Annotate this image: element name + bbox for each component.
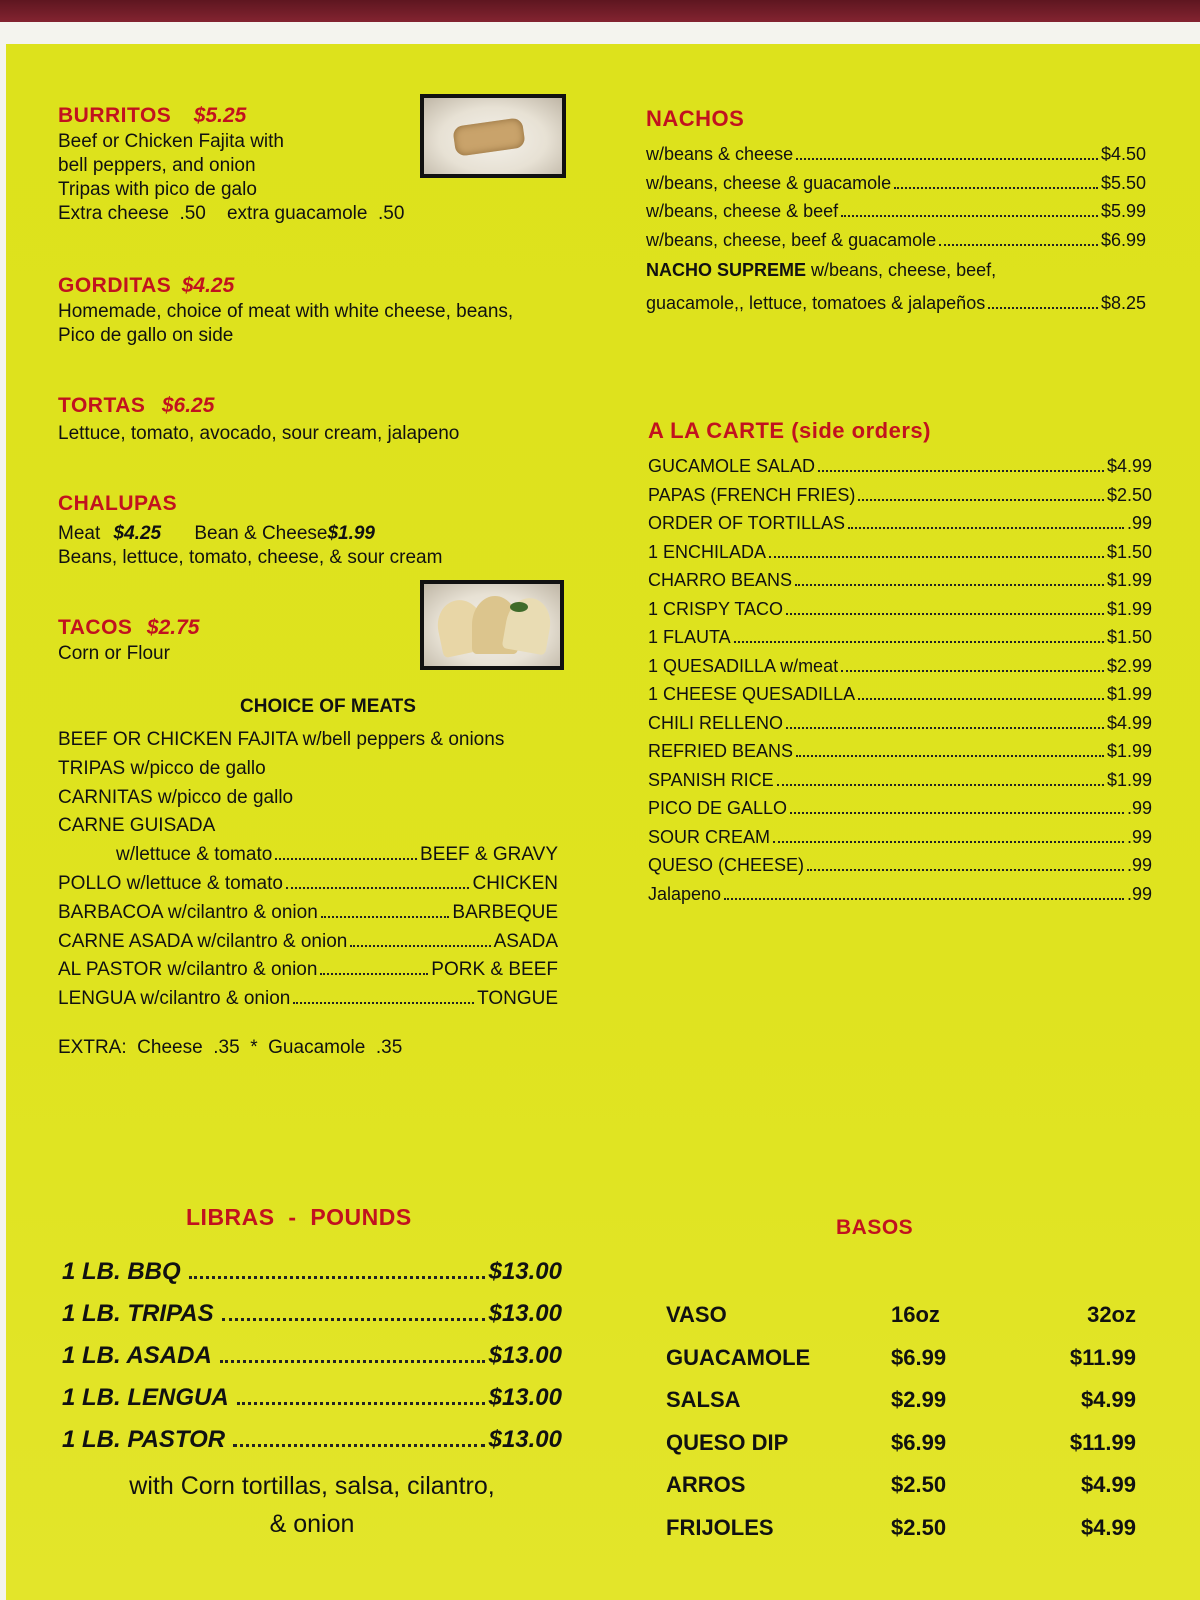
basos-price-32oz: $4.99 [1080, 1514, 1136, 1540]
alacarte-title: A LA CARTE (side orders) [648, 418, 931, 443]
dot-leader [237, 1402, 485, 1405]
libras-row [62, 1377, 562, 1419]
basos-row [666, 1379, 1136, 1422]
nachos-row [646, 169, 1146, 198]
alacarte-row-price: $2.99 [1106, 655, 1152, 676]
dot-leader [795, 584, 1104, 586]
libras-row-name: 1 LB. ASADA [62, 1342, 212, 1369]
basos-header-32oz: 32oz [1087, 1302, 1136, 1328]
alacarte-row [648, 794, 1152, 823]
chalupas-bean-price: $1.99 [327, 523, 375, 544]
burritos-line-3: Tripas with pico de galo [58, 179, 257, 200]
meat-row-desc: TONGUE [477, 988, 558, 1010]
nachos-row-name: w/beans, cheese & beef [646, 201, 839, 221]
alacarte-row-name: 1 CHEESE QUESADILLA [648, 684, 856, 704]
basos-item-name: QUESO DIP [666, 1429, 789, 1455]
gorditas-line-1: Homemade, choice of meat with white cheese, beans, [58, 301, 514, 322]
meat-row [58, 841, 558, 870]
basos-row [666, 1422, 1136, 1465]
alacarte-row-name: Jalapeno [648, 883, 722, 904]
basos-item-name: SALSA [666, 1387, 741, 1413]
alacarte-row-name: PICO DE GALLO [648, 798, 788, 818]
dot-leader [773, 841, 1124, 843]
meat-row [58, 899, 558, 928]
meat-row-name: CARNE ASADA w/cilantro & onion [58, 930, 348, 952]
libras-note-line-1: with Corn tortillas, salsa, cilantro, [129, 1472, 495, 1500]
meat-row [58, 985, 558, 1014]
alacarte-list [648, 452, 1152, 908]
meat-row [58, 956, 558, 985]
libras-note [62, 1467, 562, 1543]
alacarte-row [648, 481, 1152, 510]
nachos-row-name: w/beans & cheese [646, 144, 794, 164]
dot-leader [769, 556, 1104, 558]
chalupas-meat-price: $4.25 [113, 523, 162, 544]
basos-header-vaso: VASO [666, 1302, 727, 1328]
nachos-title: NACHOS [646, 106, 745, 131]
alacarte-row-price: $4.99 [1106, 712, 1152, 733]
alacarte-row-price: .99 [1126, 513, 1152, 533]
dot-leader [220, 1360, 485, 1363]
burritos-price: $5.25 [193, 104, 247, 127]
basos-header-16oz: 16oz [891, 1302, 940, 1328]
dot-leader [321, 916, 450, 918]
dot-leader [275, 858, 417, 860]
alacarte-row [648, 680, 1152, 709]
basos-price-32oz: $11.99 [1069, 1429, 1136, 1455]
libras-row-name: 1 LB. LENGUA [62, 1384, 229, 1411]
alacarte-row [648, 880, 1152, 909]
libras-row [62, 1419, 562, 1461]
alacarte-section [648, 418, 1152, 908]
libras-row-price: $13.00 [488, 1258, 562, 1285]
meat-row-desc: PORK & BEEF [431, 959, 558, 981]
meat-item-name: CARNE GUISADA [58, 815, 216, 837]
nachos-section [646, 106, 1146, 320]
nachos-row [646, 140, 1146, 169]
nacho-supreme-desc: w/beans, cheese, beef, [806, 260, 997, 280]
meat-row-name: POLLO w/lettuce & tomato [58, 872, 283, 894]
nacho-supreme-line-1 [646, 254, 1146, 286]
alacarte-row-price: $1.99 [1106, 769, 1152, 790]
dot-leader [189, 1276, 485, 1279]
menu-page [6, 44, 1200, 1600]
meat-item-name: BEEF OR CHICKEN FAJITA w/bell peppers & onions [58, 729, 505, 750]
meat-item [58, 726, 558, 755]
nacho-supreme-title: NACHO SUPREME [646, 260, 807, 280]
dot-leader [786, 613, 1104, 615]
dot-leader [350, 945, 490, 947]
chalupas-meat-label: Meat [58, 523, 101, 544]
alacarte-row-name: SPANISH RICE [648, 769, 774, 790]
dot-leader [777, 784, 1104, 786]
meat-item-name: CARNITAS w/picco de gallo [58, 786, 294, 808]
meat-row-name: BARBACOA w/cilantro & onion [58, 901, 318, 923]
basos-item-name: FRIJOLES [666, 1514, 774, 1540]
gorditas-section [58, 274, 513, 348]
basos-table [666, 1294, 1136, 1549]
meats-extra: EXTRA: Cheese .35 * Guacamole .35 [58, 1036, 403, 1058]
alacarte-row-name: REFRIED BEANS [648, 741, 794, 761]
alacarte-row-price: $1.99 [1106, 598, 1152, 619]
libras-title: LIBRAS - POUNDS [186, 1204, 412, 1230]
basos-row [666, 1337, 1136, 1380]
tacos-price: $2.75 [146, 616, 200, 639]
basos-row [666, 1507, 1136, 1550]
alacarte-row-price: .99 [1126, 826, 1152, 847]
libras-note-line-2: & onion [269, 1510, 355, 1538]
meat-row-desc: CHICKEN [472, 872, 558, 894]
dot-leader [724, 898, 1124, 900]
libras-row [62, 1293, 562, 1335]
alacarte-row-price: $1.99 [1106, 570, 1152, 590]
basos-price-32oz: $11.99 [1069, 1344, 1136, 1370]
burritos-title: BURRITOS [58, 104, 172, 127]
alacarte-row-name: 1 FLAUTA [648, 627, 731, 647]
nachos-row [646, 197, 1146, 226]
dot-leader [939, 244, 1098, 246]
gorditas-line-2: Pico de gallo on side [58, 325, 234, 346]
dot-leader [734, 641, 1104, 643]
chalupas-section [58, 492, 442, 570]
tacos-title: TACOS [58, 616, 133, 639]
meat-row-desc: ASADA [493, 930, 558, 952]
libras-row-price: $13.00 [488, 1426, 562, 1453]
alacarte-row-price: .99 [1126, 855, 1152, 875]
alacarte-row-name: CHILI RELLENO [648, 712, 784, 733]
basos-price-16oz: $2.50 [891, 1472, 947, 1498]
dot-leader [818, 470, 1104, 472]
libras-row-name: 1 LB. PASTOR [62, 1426, 226, 1453]
alacarte-row-name: 1 ENCHILADA [648, 541, 767, 562]
nacho-supreme-desc-2: guacamole,, lettuce, tomatoes & jalapeños [646, 293, 986, 313]
alacarte-row [648, 509, 1152, 538]
basos-title-wrap [836, 1216, 913, 1240]
alacarte-row-price: $1.99 [1106, 741, 1152, 761]
nachos-row-price: $5.50 [1100, 172, 1146, 193]
tortas-section [58, 394, 459, 446]
chalupas-line: Beans, lettuce, tomato, cheese, & sour cream [58, 547, 443, 568]
tortas-title: TORTAS [58, 394, 146, 417]
alacarte-row-name: 1 CRISPY TACO [648, 598, 784, 619]
dot-leader [807, 869, 1124, 871]
chalupas-bean-label: Bean & Cheese [194, 523, 328, 544]
basos-price-16oz: $6.99 [891, 1429, 947, 1455]
gorditas-title: GORDITAS [58, 274, 172, 297]
tortas-price: $6.25 [161, 394, 215, 417]
alacarte-row-price: $1.50 [1106, 541, 1152, 562]
tortas-line-1: Lettuce, tomato, avocado, sour cream, jalapeno [58, 423, 460, 444]
dot-leader [858, 698, 1104, 700]
alacarte-row-price: $1.99 [1106, 684, 1152, 704]
alacarte-row-price: .99 [1126, 798, 1152, 818]
basos-item-name: ARROS [666, 1472, 746, 1498]
meat-item [58, 755, 558, 784]
dot-leader [222, 1318, 485, 1321]
nachos-row-price: $4.50 [1100, 144, 1146, 164]
libras-row-name: 1 LB. TRIPAS [62, 1300, 214, 1327]
nacho-supreme-row [646, 286, 1146, 320]
alacarte-row [648, 823, 1152, 852]
alacarte-row [648, 595, 1152, 624]
gorditas-price: $4.25 [181, 274, 235, 297]
libras-section [62, 1204, 562, 1543]
meat-row-desc: BARBEQUE [452, 901, 558, 923]
meat-row [58, 870, 558, 899]
meats-title: CHOICE OF MEATS [240, 696, 416, 717]
dot-leader [320, 973, 428, 975]
nachos-row-price: $5.99 [1100, 201, 1146, 221]
alacarte-row [648, 737, 1152, 766]
tacos-section [58, 616, 199, 666]
alacarte-row [648, 652, 1152, 681]
burritos-section [58, 104, 404, 226]
libras-row [62, 1251, 562, 1293]
basos-title: BASOS [836, 1216, 914, 1239]
alacarte-row-price: .99 [1126, 883, 1152, 904]
meat-row-name: w/lettuce & tomato [116, 844, 273, 866]
dot-leader [894, 187, 1098, 189]
alacarte-row-name: QUESO (CHEESE) [648, 855, 805, 875]
taco-photo [420, 580, 564, 670]
basos-body [666, 1337, 1136, 1550]
alacarte-row-price: $2.50 [1106, 484, 1152, 505]
dot-leader [286, 887, 470, 889]
dot-leader [858, 499, 1104, 501]
dot-leader [841, 670, 1104, 672]
alacarte-row [648, 566, 1152, 595]
libras-row-price: $13.00 [488, 1342, 562, 1369]
dot-leader [796, 158, 1098, 160]
nachos-row-price: $6.99 [1100, 229, 1146, 250]
tacos-line: Corn or Flour [58, 643, 170, 664]
alacarte-row-price: $4.99 [1106, 456, 1152, 476]
libras-row-name: 1 LB. BBQ [62, 1258, 181, 1285]
alacarte-row [648, 538, 1152, 567]
chalupas-title: CHALUPAS [58, 492, 178, 515]
burrito-photo [420, 94, 566, 178]
meat-row-name: AL PASTOR w/cilantro & onion [58, 959, 318, 981]
alacarte-row [648, 623, 1152, 652]
alacarte-row [648, 851, 1152, 880]
alacarte-row [648, 709, 1152, 738]
burritos-line-1: Beef or Chicken Fajita with [58, 131, 284, 152]
basos-price-32oz: $4.99 [1080, 1472, 1136, 1498]
dot-leader [790, 812, 1124, 814]
alacarte-row-price: $1.50 [1106, 627, 1152, 647]
alacarte-row-name: ORDER OF TORTILLAS [648, 513, 846, 533]
meat-row-name: LENGUA w/cilantro & onion [58, 988, 291, 1010]
dot-leader [796, 755, 1104, 757]
dot-leader [786, 727, 1104, 729]
dot-leader [988, 307, 1098, 309]
basos-row [666, 1464, 1136, 1507]
meat-item [58, 784, 558, 813]
meat-row-desc: BEEF & GRAVY [420, 844, 558, 866]
alacarte-row [648, 766, 1152, 795]
burritos-line-2: bell peppers, and onion [58, 155, 256, 176]
burritos-extras: Extra cheese .50 extra guacamole .50 [58, 203, 405, 224]
basos-item-name: GUACAMOLE [666, 1344, 811, 1370]
basos-price-16oz: $6.99 [891, 1344, 947, 1370]
basos-header-row [666, 1294, 1136, 1337]
dot-leader [848, 527, 1124, 529]
nachos-row [646, 226, 1146, 255]
nacho-supreme-price: $8.25 [1100, 293, 1146, 313]
alacarte-row-name: 1 QUESADILLA w/meat [648, 655, 839, 676]
alacarte-row-name: SOUR CREAM [648, 826, 771, 847]
dot-leader [293, 1002, 474, 1004]
libras-row-price: $13.00 [488, 1300, 562, 1327]
basos-price-16oz: $2.50 [891, 1514, 947, 1540]
alacarte-row-name: CHARRO BEANS [648, 570, 793, 590]
alacarte-row-name: PAPAS (FRENCH FRIES) [648, 484, 856, 505]
alacarte-row-name: GUCAMOLE SALAD [648, 456, 816, 476]
basos-price-16oz: $2.99 [891, 1387, 947, 1413]
meat-item [58, 812, 558, 841]
nachos-row-name: w/beans, cheese, beef & guacamole [646, 229, 937, 250]
basos-price-32oz: $4.99 [1080, 1387, 1136, 1413]
nachos-row-name: w/beans, cheese & guacamole [646, 172, 892, 193]
meat-row [58, 928, 558, 957]
meat-item-name: TRIPAS w/picco de gallo [58, 757, 266, 779]
libras-row [62, 1335, 562, 1377]
alacarte-row [648, 452, 1152, 481]
libras-row-price: $13.00 [488, 1384, 562, 1411]
dot-leader [841, 215, 1098, 217]
choice-of-meats-section [58, 696, 558, 1060]
dot-leader [233, 1444, 484, 1447]
